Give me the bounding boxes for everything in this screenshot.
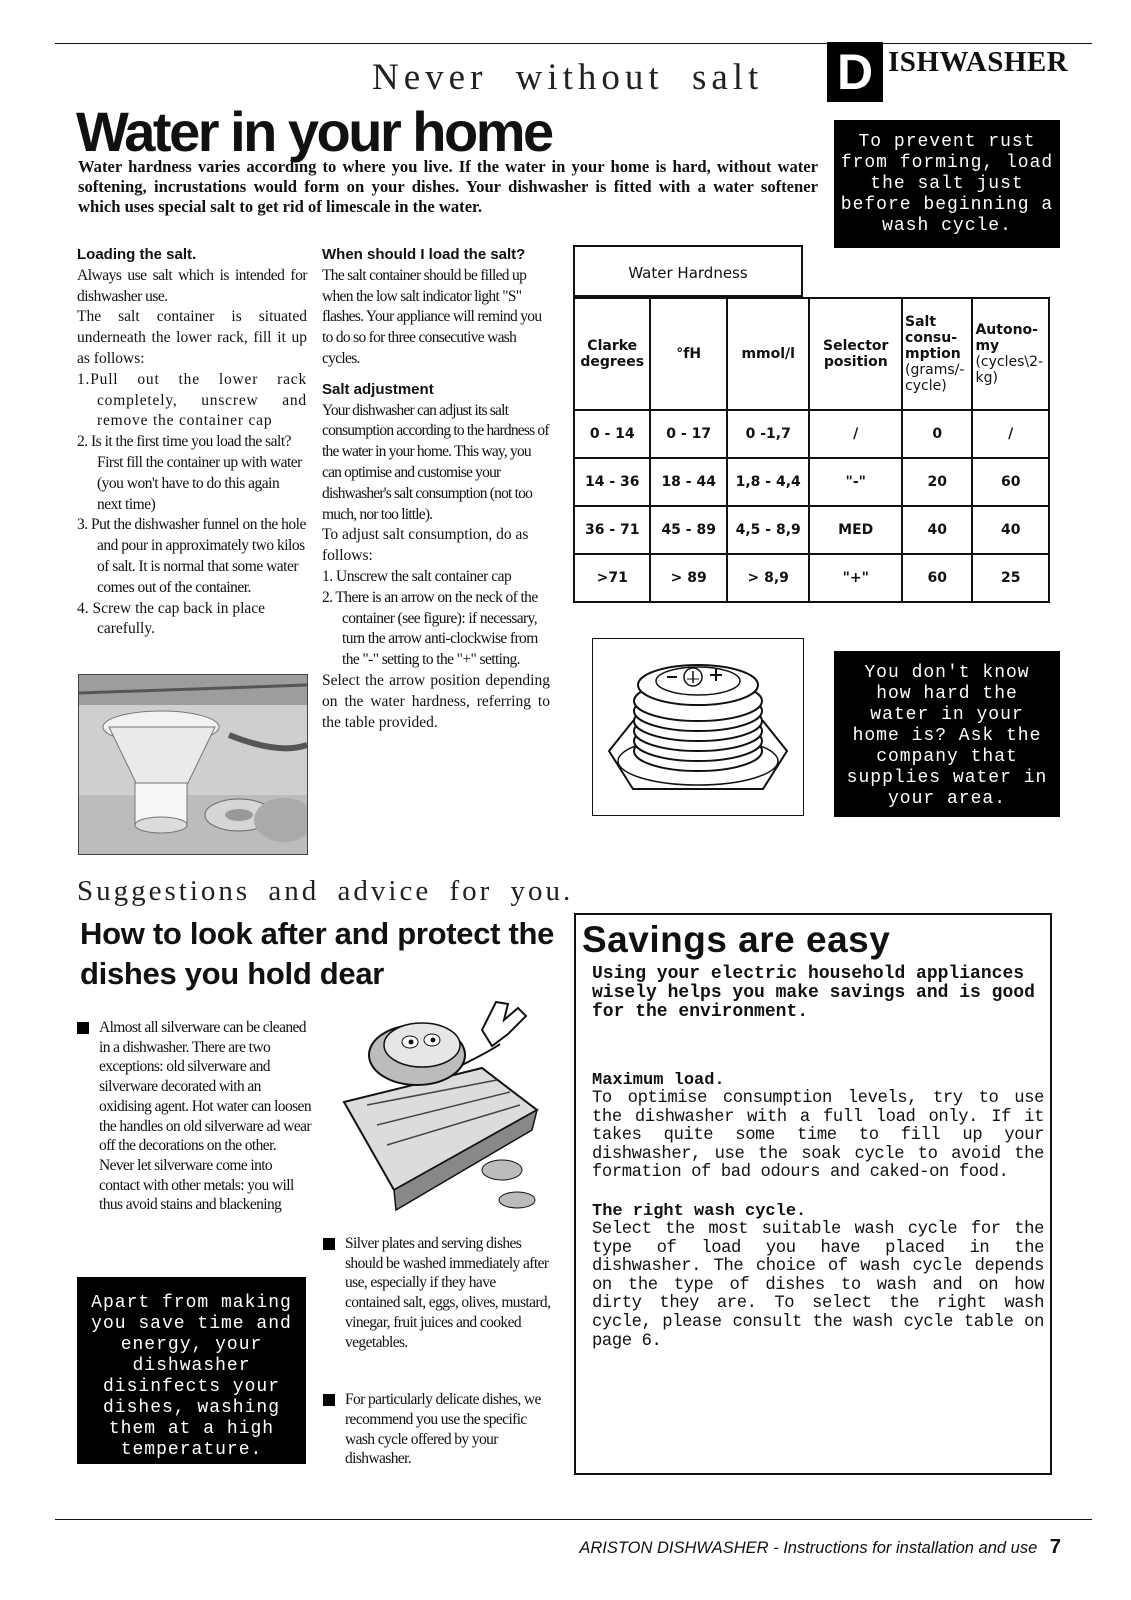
suggestions-bullet-1 bbox=[77, 1018, 313, 1215]
dishwasher-interior-image bbox=[79, 675, 307, 854]
note-water-hardness: You don't know how hard the water in your home is? Ask the company that supplies water in your area. bbox=[834, 651, 1060, 817]
footer-text: ARISTON DISHWASHER - Instructions for installation and use bbox=[579, 1539, 1038, 1557]
cell-fh: 18 - 44 bbox=[650, 458, 726, 506]
brand-name: ISHWASHER bbox=[888, 46, 1069, 78]
table-row bbox=[574, 458, 1049, 506]
table-header-row bbox=[574, 298, 1049, 410]
cell-selector: "+" bbox=[809, 554, 902, 602]
bullet-square-icon bbox=[77, 1022, 89, 1034]
savings-lead: Using your electric household appliances wisely helps you make savings and is good for the environment. bbox=[592, 964, 1035, 1022]
list-item bbox=[323, 1390, 553, 1469]
loading-step: 3. Put the dishwasher funnel on the hole and pour in approximately two kilos of salt. It is normal that some water comes out of the container. bbox=[77, 516, 306, 596]
savings-title: Savings are easy bbox=[582, 919, 891, 960]
cell-autonomy: 25 bbox=[972, 554, 1049, 602]
col-autonomy-title: Autono-my bbox=[975, 322, 1038, 354]
cell-autonomy: / bbox=[972, 410, 1049, 458]
section-kicker: Never without salt bbox=[372, 57, 764, 98]
savings-box bbox=[574, 913, 1052, 1475]
note-rust: To prevent rust from forming, load the salt just before beginning a wash cycle. bbox=[834, 120, 1060, 248]
col-salt-unit: (grams/-cycle) bbox=[905, 362, 965, 394]
brand-initial: D bbox=[827, 42, 883, 102]
cell-clarke: 0 - 14 bbox=[574, 410, 650, 458]
water-hardness-label: Water Hardness bbox=[628, 264, 748, 282]
adjust-step: 1. Unscrew the salt container cap bbox=[322, 567, 512, 585]
adjust-p3: Select the arrow position depending on the water hardness, referring to the table provided. bbox=[322, 671, 550, 731]
bullet-square-icon bbox=[323, 1394, 335, 1406]
cell-salt: 0 bbox=[902, 410, 972, 458]
cell-mmol: 0 -1,7 bbox=[727, 410, 810, 458]
salt-cap-figure bbox=[592, 638, 804, 816]
wash-cycle-text: Select the most suitable wash cycle for the type of load you have placed in the dishwasher. The choice of wash cycle depends on the type of dishes to wash and on how dirty they are. To select the right wash cycle, please consult the wash cycle table on page 6. bbox=[592, 1220, 1044, 1351]
adjust-step: 2. There is an arrow on the neck of the container (see figure): if necessary, turn the arrow anti-clockwise from the "-" setting to the "+" setting. bbox=[322, 588, 538, 669]
maximum-load-text: To optimise consumption levels, try to use the dishwasher with a full load only. If it takes quite some time to fill up your dishwasher, use the soak cycle to avoid the formation of bad odours and caked-on food. bbox=[592, 1089, 1044, 1183]
bullet-text: For particularly delicate dishes, we recommend you use the specific wash cycle offered by your dishwasher. bbox=[345, 1391, 541, 1468]
loading-step: 1.Pull out the lower rack completely, unscrew and remove the container cap bbox=[77, 370, 307, 430]
loading-section bbox=[77, 245, 307, 640]
page-title: Water in your home bbox=[76, 100, 552, 163]
cell-clarke: >71 bbox=[574, 554, 650, 602]
col-autonomy bbox=[972, 298, 1049, 410]
when-heading: When should I load the salt? bbox=[322, 246, 526, 263]
intro-text: Water hardness varies according to where you live. If the water in your home is hard, without water softening, incrustations would form on your dishes. Your dishwasher is fitted with a water softener which uses special salt to get rid of limescale in the water. bbox=[78, 157, 818, 216]
bullet-text: Silver plates and serving dishes should be washed immediately after use, especially if they have contained salt, eggs, olives, mustard, vinegar, fruit juices and cooked vegetables. bbox=[345, 1235, 551, 1351]
adjust-steps bbox=[322, 567, 550, 671]
cell-autonomy: 60 bbox=[972, 458, 1049, 506]
adjust-p2: To adjust salt consumption, do as follows: bbox=[322, 526, 529, 565]
cell-selector: / bbox=[809, 410, 902, 458]
loading-p1: Always use salt which is intended for dishwasher use. bbox=[77, 266, 307, 305]
suggestions-title: How to look after and protect the dishes you hold dear bbox=[80, 916, 555, 991]
loading-steps bbox=[77, 370, 307, 640]
bullet-square-icon bbox=[323, 1238, 335, 1250]
loading-step: 2. Is it the first time you load the salt? First fill the container up with water (you won't have to do this again next time) bbox=[77, 433, 302, 513]
col-mmol: mmol/l bbox=[727, 298, 810, 410]
cell-mmol: 1,8 - 4,4 bbox=[727, 458, 810, 506]
col-selector: Selector position bbox=[809, 298, 902, 410]
cell-fh: 45 - 89 bbox=[650, 506, 726, 554]
cell-clarke: 36 - 71 bbox=[574, 506, 650, 554]
table-row bbox=[574, 554, 1049, 602]
col-clarke: Clarke degrees bbox=[574, 298, 650, 410]
note-disinfect: Apart from making you save time and energy, your dishwasher disinfects your dishes, washing them at a high temperature. bbox=[77, 1277, 306, 1464]
salt-container-photo bbox=[78, 674, 308, 855]
adjust-p1: Your dishwasher can adjust its salt consumption according to the hardness of the water in your home. This way, you can optimise and customise your dishwasher's salt consumption (not too much, nor too little). bbox=[322, 401, 549, 523]
page-footer bbox=[579, 1536, 1061, 1559]
suggestions-bullets-right bbox=[323, 1234, 553, 1469]
bottom-rule bbox=[55, 1519, 1092, 1520]
cell-fh: 0 - 17 bbox=[650, 410, 726, 458]
cell-autonomy: 40 bbox=[972, 506, 1049, 554]
col-fh: °fH bbox=[650, 298, 726, 410]
cell-clarke: 14 - 36 bbox=[574, 458, 650, 506]
when-text: The salt container should be filled up when the low salt indicator light "S" flashes. Your appliance will remind you to do so for three consecutive wash cycles. bbox=[322, 266, 542, 367]
adjust-heading: Salt adjustment bbox=[322, 380, 434, 398]
table-row bbox=[574, 506, 1049, 554]
col-salt-title: Salt consu-mption bbox=[905, 314, 961, 362]
top-rule bbox=[55, 43, 1092, 44]
cell-salt: 60 bbox=[902, 554, 972, 602]
water-hardness-group-header bbox=[573, 245, 803, 297]
cell-mmol: > 8,9 bbox=[727, 554, 810, 602]
cell-mmol: 4,5 - 8,9 bbox=[727, 506, 810, 554]
page-number: 7 bbox=[1049, 1536, 1061, 1558]
salt-info-section bbox=[322, 245, 550, 733]
cell-salt: 40 bbox=[902, 506, 972, 554]
cell-selector: "-" bbox=[809, 458, 902, 506]
bullet-text: Almost all silverware can be cleaned in a dishwasher. There are two exceptions: old silverware and silverware decorated with an oxidising agent. Hot water can loosen the handles on old silverware ad wear off the decorations on the other. Never let silverware come into contact with other metals: you will thus avoid stains and blackening bbox=[99, 1019, 311, 1214]
cartoon-illustration bbox=[332, 990, 552, 1220]
dishwasher-cartoon-drawing bbox=[332, 990, 552, 1220]
salt-cap-drawing bbox=[593, 639, 803, 815]
col-autonomy-unit: (cycles\2-kg) bbox=[975, 354, 1044, 386]
suggestions-kicker: Suggestions and advice for you. bbox=[77, 875, 574, 907]
list-item bbox=[323, 1234, 553, 1352]
maximum-load-heading: Maximum load. bbox=[592, 1071, 725, 1090]
loading-step: 4. Screw the cap back in place carefully. bbox=[77, 599, 266, 638]
wash-cycle-heading: The right wash cycle. bbox=[592, 1202, 807, 1221]
cell-selector: MED bbox=[809, 506, 902, 554]
cell-salt: 20 bbox=[902, 458, 972, 506]
water-hardness-table bbox=[573, 297, 1050, 603]
col-salt bbox=[902, 298, 972, 410]
table-row bbox=[574, 410, 1049, 458]
loading-p2: The salt container is situated underneath the lower rack, fill it up as follows: bbox=[77, 308, 307, 367]
loading-heading: Loading the salt. bbox=[77, 246, 197, 263]
cell-fh: > 89 bbox=[650, 554, 726, 602]
list-item bbox=[77, 1018, 313, 1215]
